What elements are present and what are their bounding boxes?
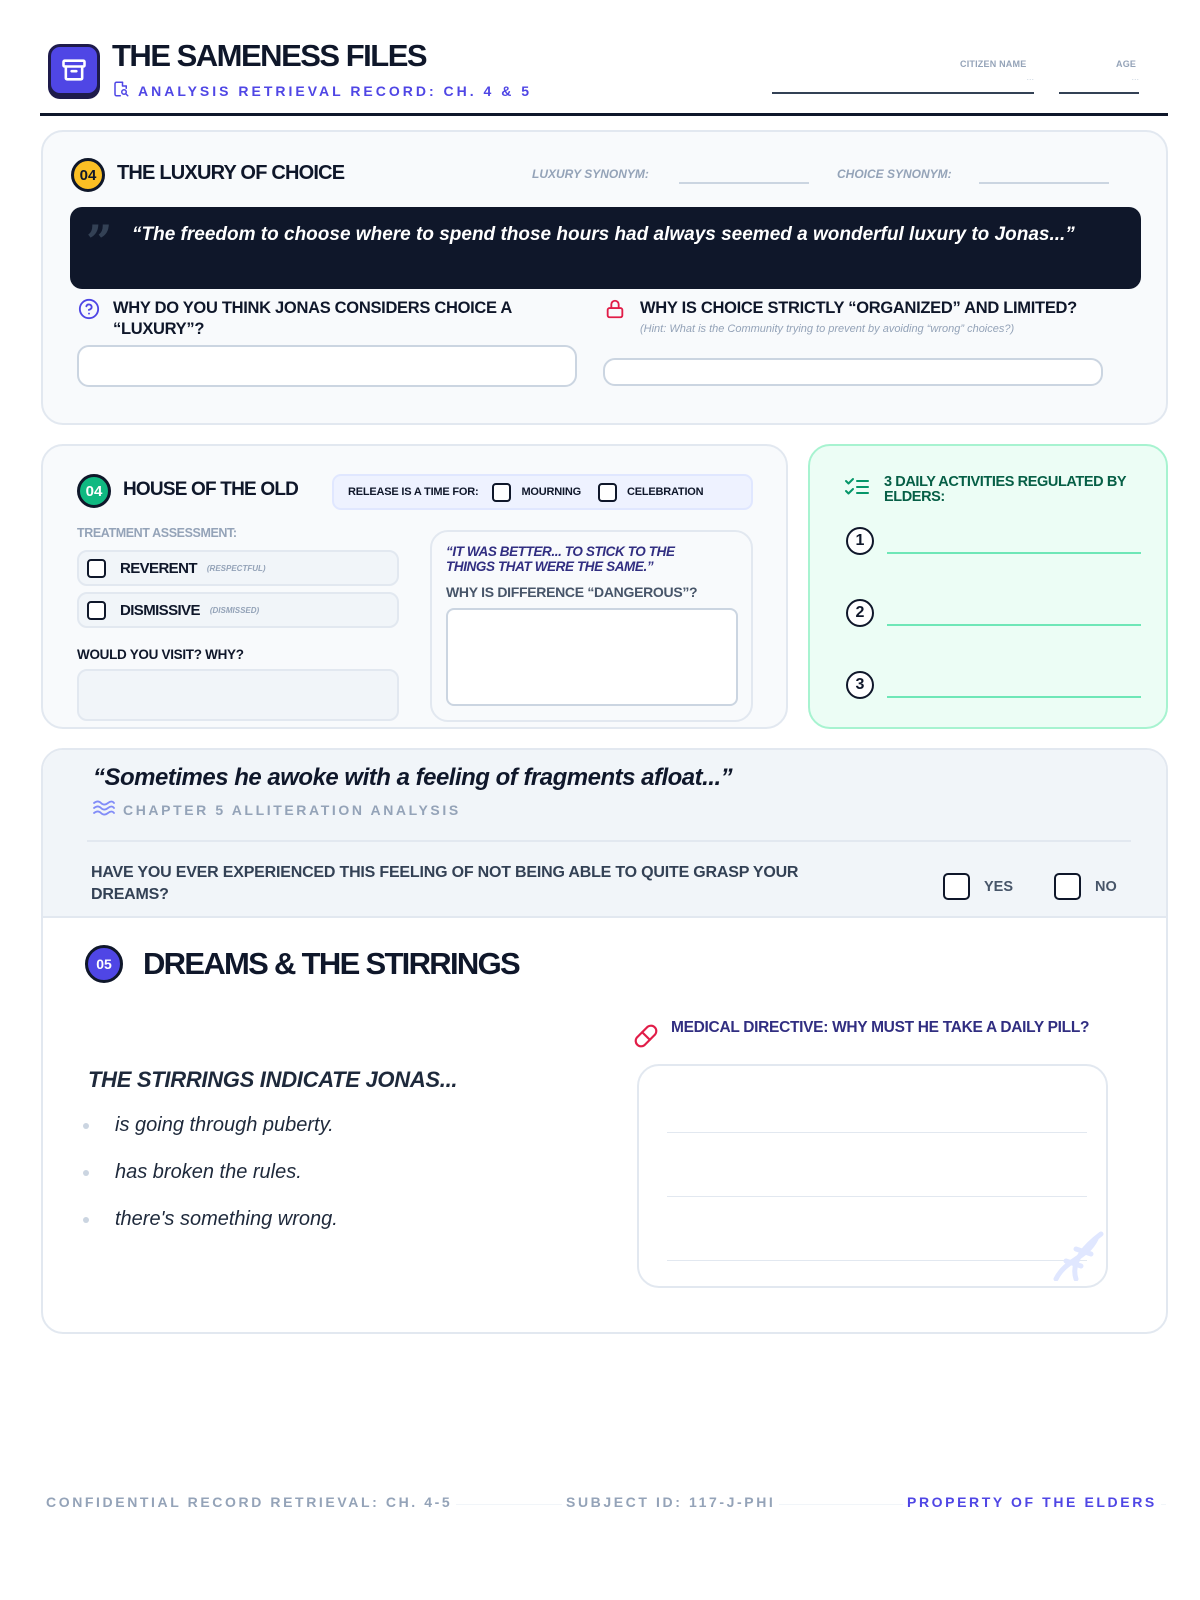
stirrings-option-text: has broken the rules. [115, 1161, 302, 1183]
medical-directive-title: MEDICAL DIRECTIVE: WHY MUST HE TAKE A DAILY PILL? [671, 1019, 1090, 1036]
hint-text: (Hint: What is the Community trying to prevent by avoiding “wrong” choices?) [640, 323, 1015, 335]
section-number-badge: 05 [85, 945, 123, 983]
writing-line [667, 1132, 1087, 1133]
medical-answer-field[interactable] [637, 1064, 1108, 1288]
lock-icon [604, 298, 626, 320]
quote-text: “The freedom to choose where to spend those hours had always seemed a wonderful luxury to Jonas...” [132, 224, 1075, 245]
answer-field-luxury[interactable] [77, 345, 577, 387]
stirrings-option-text: is going through puberty. [115, 1114, 334, 1136]
question-why-organized: WHY IS CHOICE STRICTLY “ORGANIZED” AND LIMITED? [640, 299, 1077, 317]
reverent-checkbox[interactable] [87, 559, 106, 578]
no-option[interactable] [1054, 873, 1117, 900]
activity-field-2[interactable] [887, 624, 1141, 626]
elders-activities-panel [808, 444, 1168, 729]
dismissive-checkbox[interactable] [87, 601, 106, 620]
archive-icon [48, 44, 100, 96]
visit-question: WOULD YOU VISIT? WHY? [77, 647, 244, 662]
alliteration-text: CHAPTER 5 ALLITERATION ANALYSIS [123, 801, 461, 818]
mourning-checkbox[interactable] [492, 483, 511, 502]
question-why-luxury: WHY DO YOU THINK JONAS CONSIDERS CHOICE A “LUXURY”? [113, 299, 512, 338]
section-title: THE LUXURY OF CHOICE [117, 162, 345, 184]
difference-answer-field[interactable] [446, 608, 738, 706]
reverent-note: (RESPECTFUL) [206, 563, 266, 573]
dismissive-label: DISMISSIVE [120, 601, 200, 619]
fragments-quote: “Sometimes he awoke with a feeling of fragments afloat...” [93, 764, 733, 791]
choice-synonym-field[interactable] [979, 182, 1109, 184]
inner-question: WHY IS DIFFERENCE “DANGEROUS”? [446, 584, 698, 600]
activity-field-1[interactable] [887, 552, 1141, 554]
stirrings-heading: THE STIRRINGS INDICATE JONAS... [88, 1067, 458, 1092]
section-number-badge: 04 [77, 474, 111, 508]
dream-question: HAVE YOU EVER EXPERIENCED THIS FEELING OF NOT BEING ABLE TO QUITE GRASP YOUR DREAMS? [91, 864, 799, 903]
yes-label: YES [984, 878, 1014, 895]
citizen-name-label: CITIZEN NAME [960, 59, 1027, 69]
section-house-of-the-old [41, 444, 788, 729]
sameness-quote-card [430, 530, 753, 722]
footer-center: SUBJECT ID: 117-J-PHI [562, 1494, 779, 1510]
question-circle-icon [78, 298, 100, 320]
luxury-synonym-label: LUXURY SYNONYM: [532, 167, 649, 181]
section-dreams [41, 748, 1168, 1334]
mourning-label: MOURNING [521, 486, 581, 498]
page-footer [46, 1494, 1166, 1514]
stirrings-option-text: there's something wrong. [115, 1208, 338, 1230]
pill-icon [633, 1023, 659, 1054]
age-field[interactable]: ... [1059, 72, 1139, 94]
alliteration-label [93, 800, 461, 819]
citizen-name-field[interactable]: ... [772, 72, 1034, 94]
no-checkbox[interactable] [1054, 873, 1081, 900]
luxury-synonym-field[interactable] [679, 182, 809, 184]
quote-banner [70, 207, 1141, 289]
bullet-dot [83, 1123, 89, 1129]
celebration-checkbox[interactable] [598, 483, 617, 502]
activity-number-2: 2 [846, 599, 874, 627]
list-check-icon [844, 476, 870, 503]
stirrings-option-1[interactable] [83, 1114, 334, 1137]
activity-number-1: 1 [846, 527, 874, 555]
reverent-label: REVERENT [120, 559, 197, 577]
dismissive-note: (DISMISSED) [209, 605, 260, 615]
no-label: NO [1095, 878, 1117, 895]
writing-line [667, 1196, 1087, 1197]
bullet-dot [83, 1217, 89, 1223]
elders-title: 3 DAILY ACTIVITIES REGULATED BY ELDERS: [884, 474, 1126, 505]
release-options-box [332, 474, 753, 510]
header-divider [87, 840, 1131, 842]
section-title: HOUSE OF THE OLD [123, 479, 299, 500]
release-label: RELEASE IS A TIME FOR: [348, 486, 479, 498]
file-search-icon [112, 80, 130, 101]
footer-right: PROPERTY OF THE ELDERS [903, 1494, 1161, 1510]
footer-left: CONFIDENTIAL RECORD RETRIEVAL: CH. 4-5 [42, 1494, 456, 1510]
section-title: DREAMS & THE STIRRINGS [143, 946, 519, 981]
writing-line [667, 1260, 1087, 1261]
age-label: AGE [1116, 59, 1137, 69]
option-reverent[interactable] [77, 550, 399, 586]
celebration-label: CELEBRATION [626, 486, 704, 498]
choice-synonym-label: CHOICE SYNONYM: [837, 167, 952, 181]
subtitle-text: ANALYSIS RETRIEVAL RECORD: CH. 4 & 5 [138, 82, 533, 99]
inner-quote: “IT WAS BETTER... TO STICK TO THE THINGS THAT WERE THE SAME.” [446, 544, 675, 574]
page-title: THE SAMENESS FILES [112, 38, 427, 73]
quote-mark-icon: ” [86, 215, 113, 269]
section-luxury-of-choice [41, 130, 1168, 425]
bullet-dot [83, 1170, 89, 1176]
activity-field-3[interactable] [887, 696, 1141, 698]
waves-icon [93, 800, 115, 819]
option-dismissive[interactable] [77, 592, 399, 628]
fragments-header [43, 750, 1166, 918]
visit-answer-field[interactable] [77, 669, 399, 721]
stirrings-option-3[interactable] [83, 1208, 338, 1231]
page-header [40, 36, 1168, 116]
yes-option[interactable] [943, 873, 1013, 900]
dna-watermark-icon [1026, 1201, 1106, 1286]
yes-checkbox[interactable] [943, 873, 970, 900]
stirrings-option-2[interactable] [83, 1161, 302, 1184]
treatment-assessment-label: TREATMENT ASSESSMENT: [77, 526, 237, 540]
section-number-badge: 04 [71, 158, 105, 192]
page-subtitle [112, 80, 532, 101]
answer-field-organized[interactable] [603, 358, 1103, 386]
activity-number-3: 3 [846, 671, 874, 699]
